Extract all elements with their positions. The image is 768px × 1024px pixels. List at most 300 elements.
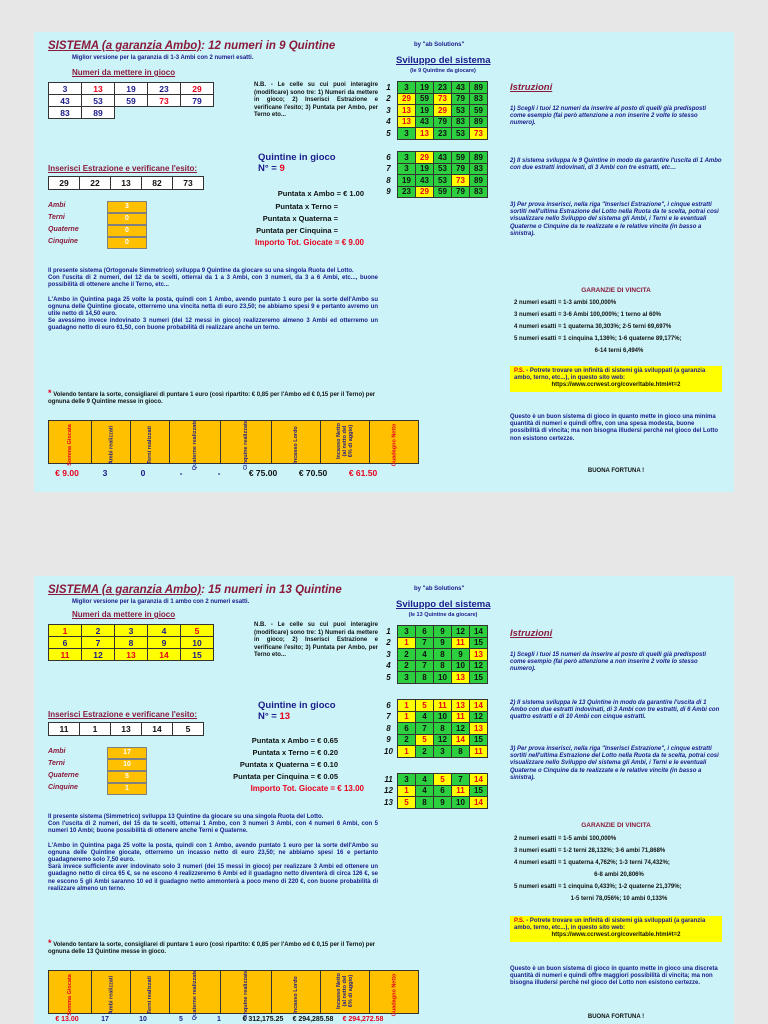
grid-cell: 3	[398, 128, 416, 140]
desc-paragraph: L'Ambo in Quintina paga 25 volte la posta, quindi con 1 Ambo, avendo puntato 1 euro per la sorte dell'Ambo su ognuna delle Quintine giocate, otterremo un incasso netto di euro 23,50; ne abbiamo spesi 16 e pertanto guadagneremo solo 7,50 euro.	[48, 842, 378, 864]
grid-cell: 73	[434, 93, 452, 105]
quintina-row	[380, 105, 488, 117]
quintina-row	[380, 116, 488, 128]
numero-cell[interactable]: 53	[82, 95, 115, 107]
sistema-sheet-15-numeri	[34, 576, 734, 1024]
grid-cell: 12	[434, 734, 452, 746]
grid-cell: 43	[434, 152, 452, 164]
grid-cell: 59	[416, 93, 434, 105]
footnote: * Volendo tentare la sorte, consigliarei di puntare 1 euro (così ripartito: € 0,85 per l'Ambo ed € 0,15 per il Terno) per ognuna delle 13 Quintine messe in gioco.	[48, 938, 376, 956]
grid-cell: 7	[416, 637, 434, 649]
grid-cell: 10	[434, 672, 452, 684]
footnote: * Volendo tentare la sorte, consigliarei di puntare 1 euro (così ripartito: € 0,85 per l'Ambo ed € 0,15 per il Terno) per ognuna delle 9 Quintine messe in gioco.	[48, 388, 376, 406]
numero-cell[interactable]: 5	[181, 625, 214, 637]
desc-paragraph: Con l'uscita di 2 numeri, del 15 da te scelti, otterrai 1 Ambo, con 3 numeri 3 Ambi, con 4 numeri 6 Ambi, con 5 numeri 10 Ambi; buone possibilità di ottenere anche Terni e Quaterne.	[48, 821, 378, 835]
ambi-label: Ambi	[48, 202, 66, 209]
row-number: 3	[386, 105, 391, 115]
grid-cell: 9	[452, 649, 470, 661]
grid-cell: 8	[434, 723, 452, 735]
grid-cell: 79	[452, 163, 470, 175]
grid-cell: 3	[398, 82, 416, 94]
numero-cell[interactable]: 1	[49, 625, 82, 637]
estratto-cell[interactable]: 29	[49, 177, 80, 190]
incasso-lordo: € 75.00	[248, 468, 278, 478]
quintina-row	[380, 711, 488, 723]
grid-cell: 12	[452, 626, 470, 638]
grid-cell: 9	[434, 626, 452, 638]
istruzioni-title: Istruzioni	[510, 628, 553, 639]
estrazione-header: Inserisci Estrazione e verificane l'esito:	[48, 164, 198, 173]
grid-cell: 15	[470, 734, 488, 746]
somma-giocata: € 13.00	[55, 1016, 79, 1023]
garanzia-item: 5 numeri esatti = 1 cinquina 1,136%; 1-6 quaterne 89,177%;	[514, 336, 682, 342]
grid-cell: 19	[416, 105, 434, 117]
grid-cell: 8	[452, 746, 470, 758]
ps-box: P.S. - Potrete trovare un infinità di sistemi già sviluppati (a garanzia ambo, terno, etc...), in questo sito web: https://www.ccrwest.org/coverltable.html#t=2	[510, 366, 722, 392]
grid-cell: 79	[434, 116, 452, 128]
grid-cell: 43	[452, 82, 470, 94]
grid-cell: 83	[470, 93, 488, 105]
grid-cell: 83	[452, 116, 470, 128]
grid-cell: 5	[398, 797, 416, 809]
grid-cell: 12	[470, 711, 488, 723]
puntata-terno[interactable]: Puntata x Terno =	[275, 202, 338, 211]
grid-cell: 3	[398, 152, 416, 164]
row-number: 9	[386, 187, 391, 197]
incasso-netto: € 294,285.58	[292, 1016, 334, 1023]
estratto-cell[interactable]: 11	[49, 723, 80, 736]
grid-cell: 29	[416, 152, 434, 164]
conclusione: Questo è un buon sistema di gioco in quanto mette in gioco una discreta quantità di numeri e quindi offre maggiori possibilità di vincita; ma non bisogna illudersi perchè nel gioco del Lotto non esistono certezze.	[510, 966, 718, 987]
quintina-row	[380, 163, 488, 175]
garanzia-item: 2 numeri esatti = 1-3 ambi 100,000%	[514, 300, 617, 306]
garanzie-list	[514, 300, 724, 355]
estrazione-table	[48, 722, 204, 736]
quintina-row	[380, 152, 488, 164]
col-header: Somma Giocata	[49, 421, 92, 464]
numero-cell[interactable]: 10	[181, 637, 214, 649]
nb-note: N.B. - Le celle su cui puoi interagire (modificare) sono tre: 1) Numeri da mettere in gioco; 2) Inserisci Estrazione e verificane l'esito; 3) Puntata per Ambo, per Terno eto...	[254, 622, 378, 658]
istruzioni-title: Istruzioni	[510, 82, 553, 93]
grid-cell: 11	[470, 746, 488, 758]
estratto-cell[interactable]: 5	[173, 723, 204, 736]
grid-cell: 14	[470, 774, 488, 786]
garanzia-item: 4 numeri esatti = 1 quaterna 4,762%; 1-3 terni 74,432%;	[514, 860, 670, 866]
estrazione-table	[48, 176, 204, 190]
desc-paragraph: Sarà invece sufficiente aver indovinato solo 3 numeri (dei 15 messi in gioco) per realizzare 3 Ambi ed ottenere un guadagno netto di circa 65 €, se ne escono 4 realizzeremo 6 Ambi ed il guadagno netto diventerà di circa 126 €, se ne escono 5 gli Ambi saranno 10 ed il guadagno netto ammonterà a poco meno di 220 €, con buone probabilità di realizzare almeno un terno.	[48, 864, 378, 892]
grid-cell: 10	[434, 711, 452, 723]
numero-cell[interactable]: 7	[82, 637, 115, 649]
puntata-quaterna[interactable]: Puntata x Quaterna = € 0.10	[239, 760, 338, 769]
grid-cell: 13	[398, 105, 416, 117]
grid-cell: 14	[452, 734, 470, 746]
quintina-row	[380, 785, 488, 797]
terni-value: 10	[107, 759, 147, 771]
quintina-row	[380, 186, 488, 198]
numeri-header: Numeri da mettere in gioco	[72, 68, 176, 77]
row-number: 4	[386, 117, 391, 127]
quintina-row	[380, 797, 488, 809]
garanzia-item: 1-5 terni 78,056%; 10 ambi 0,133%	[570, 896, 668, 902]
numero-cell[interactable]: 79	[181, 95, 214, 107]
puntata-ambo[interactable]: Puntata x Ambo = € 1.00	[277, 189, 364, 198]
terni-label: Terni	[48, 760, 65, 767]
grid-cell: 10	[452, 797, 470, 809]
col-header: Quaterne realizzate	[169, 971, 220, 1014]
grid-cell: 13	[452, 700, 470, 712]
importo-totale: Importo Tot. Giocate = € 9.00	[255, 238, 364, 247]
sistema-sheet-12-numeri	[34, 32, 734, 492]
grid-cell: 15	[470, 785, 488, 797]
garanzia-item: 2 numeri esatti = 1-5 ambi 100,000%	[514, 836, 617, 842]
ps-link[interactable]: https://www.ccrwest.org/coverltable.html#t=2	[551, 382, 681, 389]
grid-cell: 23	[398, 186, 416, 198]
grid-cell: 23	[434, 128, 452, 140]
terni-label: Terni	[48, 214, 65, 221]
grid-cell: 6	[398, 723, 416, 735]
grid-cell: 6	[416, 626, 434, 638]
cinquine-label: Cinquine	[48, 784, 78, 791]
numero-cell[interactable]: 8	[115, 637, 148, 649]
ambi-value: 17	[107, 747, 147, 759]
grid-cell: 59	[452, 152, 470, 164]
quaterne-value: 5	[107, 771, 147, 783]
author-credit: by "ab Solutions"	[414, 586, 465, 592]
grid-cell: 3	[398, 626, 416, 638]
grid-cell: 3	[398, 774, 416, 786]
grid-cell: 4	[416, 774, 434, 786]
grid-cell: 29	[434, 105, 452, 117]
ambi-value: 3	[107, 201, 147, 213]
col-header: Incasso Lordo	[272, 971, 321, 1014]
row-number: 2	[386, 94, 391, 104]
col-header: Guadagno Netto	[370, 971, 419, 1014]
estratto-cell[interactable]: 82	[142, 177, 173, 190]
desc-paragraph: Se avessimo invece indovinato 3 numeri (dei 12 messi in gioco) realizzeremo almeno 3 Ambi ed otterremo un guadagno netto di euro 61,50, con buone probabilità di realizzare anche un terno.	[48, 318, 378, 332]
col-header: Terni realizzati	[131, 971, 170, 1014]
grid-cell: 53	[452, 105, 470, 117]
row-number: 6	[386, 152, 391, 162]
row-number: 7	[386, 164, 391, 174]
grid-cell: 10	[452, 660, 470, 672]
garanzie-title: GARANZIE DI VINCITA	[581, 822, 651, 829]
row-number: 9	[386, 735, 391, 745]
row-number: 2	[386, 638, 391, 648]
grid-cell: 1	[398, 700, 416, 712]
numero-cell[interactable]: 89	[82, 107, 115, 119]
grid-cell: 13	[470, 723, 488, 735]
sheet-subtitle: Miglior versione per la garanzia di 1-3 Ambi con 2 numeri esatti.	[72, 55, 254, 61]
puntata-terno[interactable]: Puntata x Terno = € 0.20	[252, 748, 338, 757]
row-number: 1	[386, 82, 391, 92]
garanzia-item: 3 numeri esatti = 3-6 Ambi 100,000%; 1 terno al 60%	[514, 312, 662, 318]
istruzione-2: 2) Il sistema sviluppa le 13 Quintine in modo da garantire l'uscita di 1 Ambo con due estratti indovinati, di 3 Ambi con tre estratti, di 6 Ambi con quattro estratti e di 10 Ambi con cinque estratti.	[510, 700, 720, 721]
grid-cell: 3	[434, 746, 452, 758]
estratto-cell[interactable]: 73	[173, 177, 204, 190]
grid-cell: 53	[452, 128, 470, 140]
istruzione-1: 1) Scegli i tuoi 15 numeri da inserire al posto di quelli già predisposti come esempio (fai però attenzione a non inserire 2 volte lo stesso numero).	[510, 652, 707, 673]
col-header: Ambi realizzati	[91, 421, 131, 464]
numeri-row	[49, 83, 214, 95]
empty-cell	[181, 107, 214, 119]
grid-cell: 15	[470, 637, 488, 649]
numeri-row	[49, 107, 214, 119]
quintina-row	[380, 175, 488, 187]
grid-cell: 7	[416, 723, 434, 735]
numeri-header: Numeri da mettere in gioco	[72, 610, 176, 619]
grid-cell: 83	[470, 163, 488, 175]
numeri-row	[49, 637, 214, 649]
sheet-subtitle: Miglior versione per la garanzia di 1 ambo con 2 numeri esatti.	[72, 599, 250, 605]
istruzione-3: 3) Per prova inserisci, nella riga "Inserisci Estrazione", i cinque estratti sortiti nell'ultima Estrazione del Lotto nella Ruota da te scelta, potrai così visualizzare nello Sviluppo del sistema gli Ambi, i Terni e le eventuali Quaterne o Cinquine da te realizzate e le relative vincite (in basso a sinistra).	[510, 202, 719, 237]
grid-cell: 9	[434, 797, 452, 809]
asterisk-icon: *	[48, 938, 52, 948]
sviluppo-title: Sviluppo del sistema	[396, 599, 491, 610]
guadagno-netto: € 294,272.58	[342, 1016, 384, 1023]
terni-value: 0	[107, 213, 147, 225]
col-header: Guadagno Netto	[370, 421, 419, 464]
grid-cell: 23	[434, 82, 452, 94]
estratto-cell[interactable]: 1	[80, 723, 111, 736]
quaterne-label: Quaterne	[48, 772, 79, 779]
grid-cell: 29	[398, 93, 416, 105]
numero-cell[interactable]: 11	[49, 649, 82, 661]
grid-cell: 73	[470, 128, 488, 140]
buona-fortuna: BUONA FORTUNA !	[587, 1014, 645, 1020]
grid-cell: 4	[416, 649, 434, 661]
grid-cell: 5	[416, 700, 434, 712]
sviluppo-title: Sviluppo del sistema	[396, 55, 491, 66]
quintine-grid-b	[380, 151, 488, 198]
sheet-title: SISTEMA (a garanzia Ambo): 12 numeri in 9 Quintine	[48, 40, 336, 52]
row-number: 3	[386, 649, 391, 659]
row-number: 10	[384, 746, 393, 756]
quintina-row	[380, 746, 488, 758]
col-header: Somma Giocata	[49, 971, 92, 1014]
sviluppo-subtitle: (le 13 Quintine da giocare)	[408, 612, 478, 618]
col-header: Incasso Netto (al netto del 6% di aggio)	[321, 421, 370, 464]
terni-realizzati: 0	[140, 468, 146, 478]
guadagno-netto: € 61.50	[348, 468, 378, 478]
grid-cell: 2	[398, 649, 416, 661]
grid-cell: 7	[452, 774, 470, 786]
desc-paragraph: Il presente sistema (Simmetrico) sviluppa 13 Quintine da giocare su una singola Ruota del Lotto.	[48, 814, 324, 820]
puntata-quaterna[interactable]: Puntata x Quaterna =	[262, 214, 338, 223]
grid-cell: 13	[470, 649, 488, 661]
row-number: 7	[386, 712, 391, 722]
grid-cell: 8	[434, 660, 452, 672]
numeri-table	[48, 624, 214, 661]
cinquine-realizzate: 1	[217, 1016, 221, 1023]
numero-cell[interactable]: 13	[115, 649, 148, 661]
row-number: 13	[384, 797, 393, 807]
quaterne-realizzate: -	[179, 468, 183, 478]
numero-cell[interactable]: 19	[115, 83, 148, 95]
estratto-cell[interactable]: 22	[80, 177, 111, 190]
numero-cell[interactable]: 13	[82, 83, 115, 95]
desc-paragraph: Con l'uscita di 2 numeri, del 12 da te scelti, otterrai da 1 a 3 Ambi, con 3 numeri, da 3 a 6 Ambi, etc..., buone possibilità di ottenere anche il Terno, etc...	[48, 275, 378, 289]
grid-cell: 19	[416, 163, 434, 175]
row-number: 5	[386, 128, 391, 138]
results-header-row	[48, 419, 419, 471]
quaterne-label: Quaterne	[48, 226, 79, 233]
grid-cell: 11	[452, 711, 470, 723]
conclusione: Questo è un buon sistema di gioco in quanto mette in gioco una minima quantità di numeri e quindi offre, con una spesa modesta, buone possibilità di vincita; ma non bisogna illudersi perchè nel gioco del Lotto non esistono certezze.	[510, 414, 719, 442]
col-header: Quaterne realizzate	[169, 421, 220, 464]
cinquine-realizzate: -	[217, 468, 221, 478]
grid-cell: 8	[416, 672, 434, 684]
numero-cell[interactable]: 59	[115, 95, 148, 107]
estrazione-row	[49, 723, 204, 736]
quintine-grid-c	[380, 773, 488, 809]
quintina-row	[380, 774, 488, 786]
numero-cell[interactable]: 83	[49, 107, 82, 119]
grid-cell: 59	[470, 105, 488, 117]
row-number: 12	[384, 786, 393, 796]
quintina-row	[380, 626, 488, 638]
grid-cell: 14	[470, 700, 488, 712]
puntata-cinquina[interactable]: Puntata per Cinquina = € 0.05	[233, 772, 338, 781]
empty-cell	[148, 107, 181, 119]
quaterne-realizzate: 5	[179, 1016, 183, 1023]
grid-cell: 89	[470, 175, 488, 187]
grid-cell: 14	[470, 626, 488, 638]
numero-cell[interactable]: 4	[148, 625, 181, 637]
cinquine-value: 0	[107, 237, 147, 249]
numero-cell[interactable]: 6	[49, 637, 82, 649]
desc-paragraph: L'Ambo in Quintina paga 25 volte la posta, quindi con 1 Ambo, avendo puntato 1 euro per la sorte dell'Ambo su ognuna delle Quintine giocate, otterremo una vincita netta di euro 23,50; ne abbiamo spesi 9 e pertanto avremo un utile netto di 14,50 euro.	[48, 296, 378, 318]
grid-cell: 11	[452, 785, 470, 797]
description	[48, 268, 378, 333]
row-number: 8	[386, 175, 391, 185]
numero-cell[interactable]: 14	[148, 649, 181, 661]
cinquine-value: 1	[107, 783, 147, 795]
grid-cell: 59	[434, 186, 452, 198]
col-header: Cinquine realizzate	[221, 971, 272, 1014]
grid-cell: 9	[434, 637, 452, 649]
grid-cell: 13	[416, 128, 434, 140]
numero-cell[interactable]: 3	[115, 625, 148, 637]
istruzione-3: 3) Per prova inserisci, nella riga "Inserisci Estrazione", i cinque estratti sortiti nell'ultima Estrazione del Lotto nella Ruota da te scelta, potrai così visualizzare nello Sviluppo del sistema gli Ambi, i Terni e le eventuali Quaterne o Cinquine da te realizzate e le relative vincite (in basso a sinistra).	[510, 746, 719, 781]
quaterne-value: 0	[107, 225, 147, 237]
desc-paragraph: Il presente sistema (Ortogonale Simmetrico) sviluppa 9 Quintine da giocare su una singola Ruota del Lotto.	[48, 268, 354, 274]
garanzia-item: 3 numeri esatti = 1-2 terni 28,132%; 3-6 ambi 71,868%	[514, 848, 666, 854]
numeri-row	[49, 95, 214, 107]
results-values-row	[48, 468, 388, 478]
incasso-netto: € 70.50	[298, 468, 328, 478]
grid-cell: 1	[398, 637, 416, 649]
grid-cell: 89	[470, 82, 488, 94]
quintina-row	[380, 93, 488, 105]
grid-cell: 7	[416, 660, 434, 672]
ambi-realizzati: 3	[102, 468, 108, 478]
nb-note: N.B. - Le celle su cui puoi interagire (modificare) sono tre: 1) Numeri da mettere in gioco; 2) Inserisci Estrazione e verificane l'esito; 3) Puntata per Ambo, per Terno eto...	[254, 82, 378, 118]
quintina-row	[380, 637, 488, 649]
grid-cell: 1	[398, 785, 416, 797]
quintina-row	[380, 128, 488, 140]
quintina-row	[380, 672, 488, 684]
empty-cell	[115, 107, 148, 119]
quintina-row	[380, 734, 488, 746]
col-header: Incasso Netto (al netto del 6% di aggio)	[321, 971, 370, 1014]
numero-cell[interactable]: 12	[82, 649, 115, 661]
grid-cell: 83	[470, 186, 488, 198]
sviluppo-subtitle: (le 9 Quintine da giocare)	[410, 68, 476, 74]
grid-cell: 15	[470, 672, 488, 684]
numero-cell[interactable]: 15	[181, 649, 214, 661]
grid-cell: 53	[434, 163, 452, 175]
estratto-cell[interactable]: 14	[142, 723, 173, 736]
grid-cell: 43	[416, 175, 434, 187]
estratto-cell[interactable]: 13	[111, 723, 142, 736]
garanzia-item: 6-8 ambi 20,806%	[594, 872, 644, 878]
ambi-realizzati: 17	[101, 1016, 109, 1023]
col-header: Incasso Lordo	[272, 421, 321, 464]
row-number: 6	[386, 700, 391, 710]
quintine-count: Quintine in gioco N° = 13	[258, 700, 336, 722]
numero-cell[interactable]: 29	[181, 83, 214, 95]
grid-cell: 79	[452, 186, 470, 198]
puntata-cinquina[interactable]: Puntata per Cinquina =	[256, 226, 338, 235]
quintina-row	[380, 82, 488, 94]
results-values-row	[48, 1016, 388, 1023]
row-number: 1	[386, 626, 391, 636]
quintine-grid-a	[380, 625, 488, 684]
estrazione-header: Inserisci Estrazione e verificane l'esito:	[48, 710, 198, 719]
numero-cell[interactable]: 2	[82, 625, 115, 637]
grid-cell: 11	[434, 700, 452, 712]
quintina-row	[380, 723, 488, 735]
garanzie-title: GARANZIE DI VINCITA	[581, 287, 651, 294]
ps-link[interactable]: https://www.ccrwest.org/coverltable.html#t=2	[551, 932, 681, 939]
row-number: 8	[386, 723, 391, 733]
grid-cell: 73	[452, 175, 470, 187]
estratto-cell[interactable]: 13	[111, 177, 142, 190]
numeri-row	[49, 649, 214, 661]
grid-cell: 3	[398, 672, 416, 684]
numero-cell[interactable]: 43	[49, 95, 82, 107]
numero-cell[interactable]: 73	[148, 95, 181, 107]
numero-cell[interactable]: 3	[49, 83, 82, 95]
istruzione-1: 1) Scegli i tuoi 12 numeri da inserire al posto di quelli già predisposti come esempio (fai però attenzione a non inserire 2 volte lo stesso numero).	[510, 106, 707, 127]
author-credit: by "ab Solutions"	[414, 42, 465, 48]
numero-cell[interactable]: 23	[148, 83, 181, 95]
garanzia-item: 6-14 terni 6,494%	[594, 348, 644, 354]
asterisk-icon: *	[48, 388, 52, 398]
grid-cell: 5	[416, 734, 434, 746]
grid-cell: 19	[416, 82, 434, 94]
somma-giocata: € 9.00	[55, 468, 79, 478]
grid-cell: 6	[434, 785, 452, 797]
grid-cell: 8	[416, 797, 434, 809]
quintina-row	[380, 700, 488, 712]
quintine-grid-b	[380, 699, 488, 758]
grid-cell: 2	[416, 746, 434, 758]
row-number: 5	[386, 672, 391, 682]
importo-totale: Importo Tot. Giocate = € 13.00	[250, 784, 364, 793]
description	[48, 814, 378, 893]
grid-cell: 2	[398, 734, 416, 746]
grid-cell: 4	[416, 711, 434, 723]
puntata-ambo[interactable]: Puntata x Ambo = € 0.65	[251, 736, 338, 745]
buona-fortuna: BUONA FORTUNA !	[587, 468, 645, 474]
row-number: 4	[386, 661, 391, 671]
col-header: Terni realizzati	[131, 421, 170, 464]
numero-cell[interactable]: 9	[148, 637, 181, 649]
grid-cell: 11	[452, 637, 470, 649]
quintine-count: Quintine in gioco N° = 9	[258, 152, 336, 174]
quintine-grid-a	[380, 81, 488, 140]
